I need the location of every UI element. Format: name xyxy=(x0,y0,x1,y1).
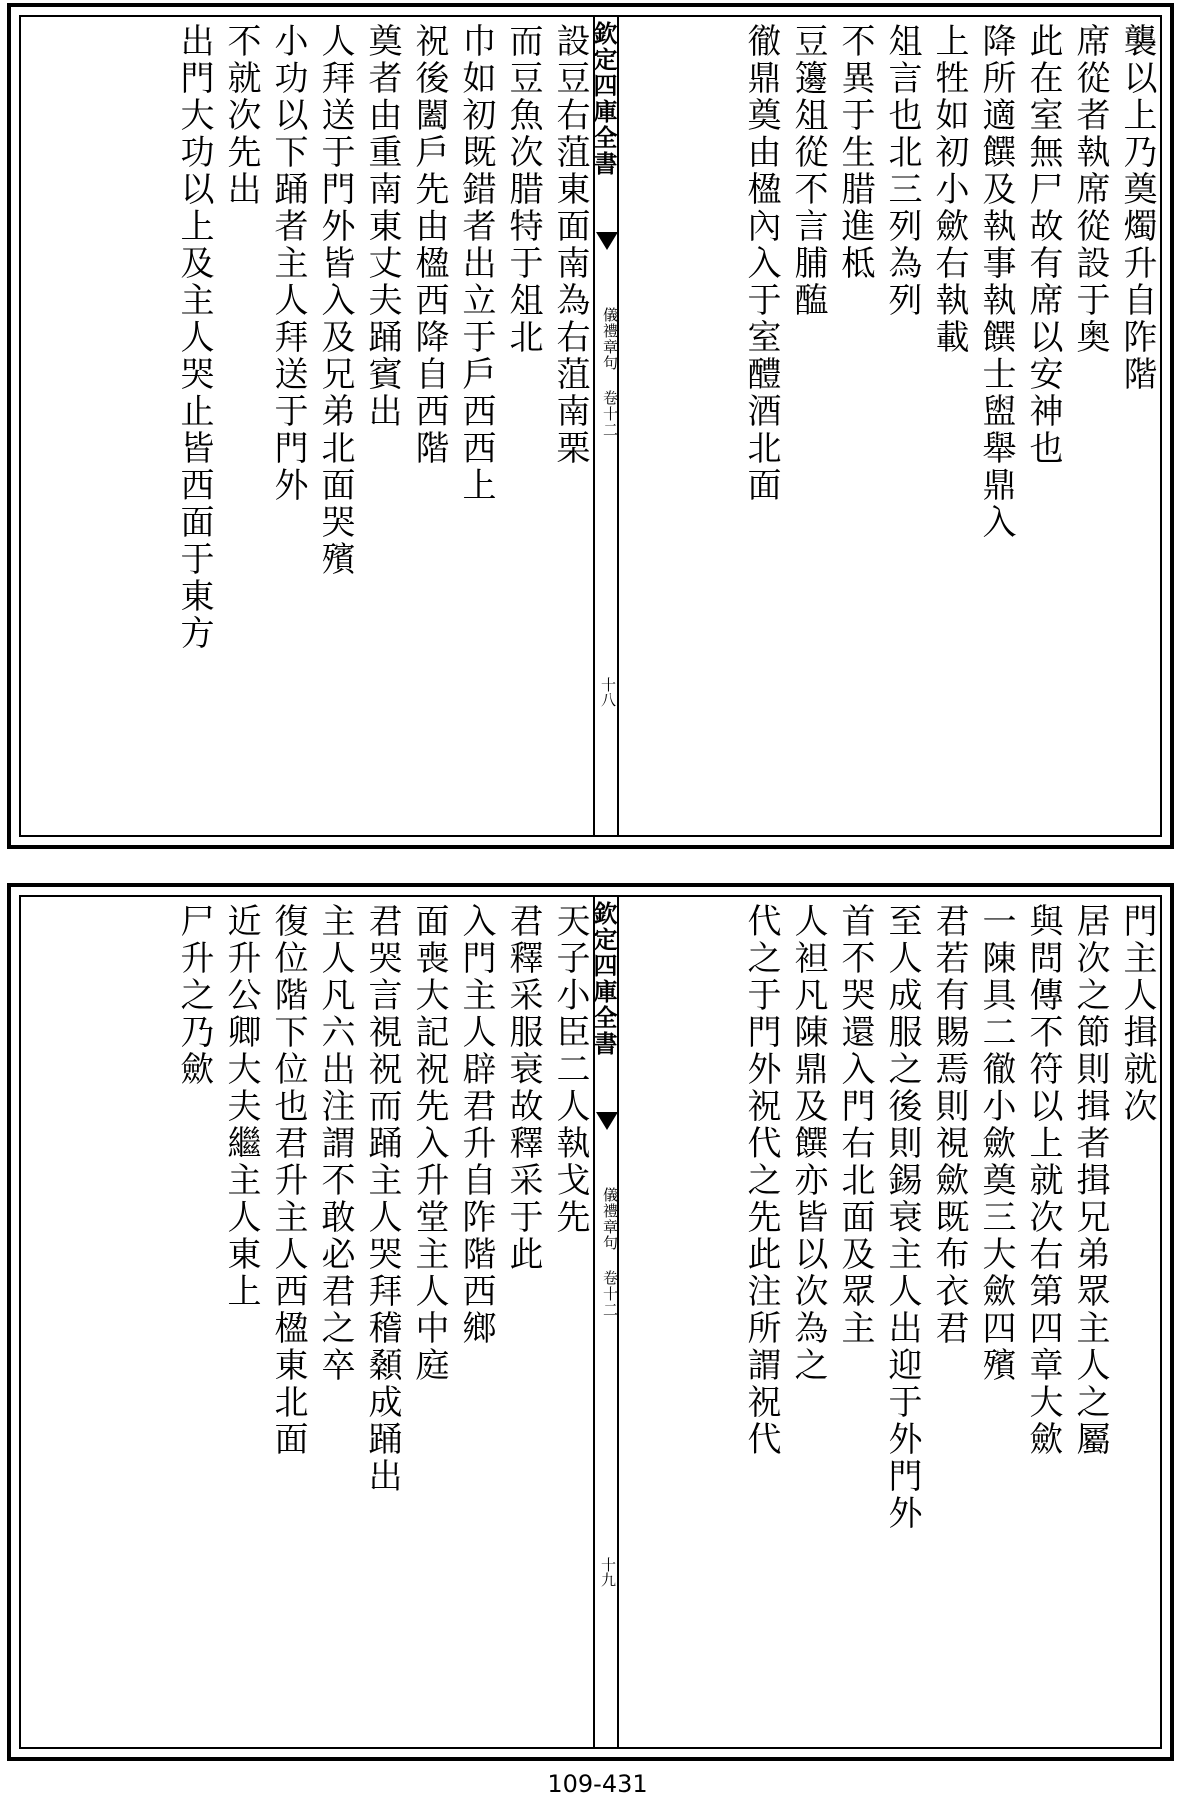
text-column: 小功以下踊者主人拜送于門外 xyxy=(268,23,308,504)
text-column: 降所適饌及執事執饌士盥舉鼎入 xyxy=(976,23,1016,541)
center-volume: 卷十二 xyxy=(601,390,619,438)
text-column: 出門大功以上及主人哭止皆西面于東方 xyxy=(174,23,214,652)
text-column: 巾如初既錯者出立于戶西西上 xyxy=(456,23,496,504)
text-column: 近升公卿大夫繼主人東上 xyxy=(221,903,261,1310)
bottom-right-text-block xyxy=(594,897,1160,1747)
text-column: 代之于門外祝代之先此注所謂祝代 xyxy=(741,903,781,1458)
text-column: 席從者執席從設于奥 xyxy=(1070,23,1110,356)
text-column: 俎言也北三列為列 xyxy=(882,23,922,319)
center-book-title: 欽定四庫全書 xyxy=(589,21,618,177)
text-column: 一陳具二徹小歛奠三大歛四殯 xyxy=(976,903,1016,1384)
text-column: 不異于生腊進柢 xyxy=(835,23,875,282)
text-column: 祝後闔戶先由楹西降自西階 xyxy=(409,23,449,467)
text-column: 君若有賜焉則視歛既布衣君 xyxy=(929,903,969,1347)
text-column: 君釋采服衰故釋采于此 xyxy=(503,903,543,1273)
center-page-number: 十九 xyxy=(599,1557,617,1587)
text-column: 人袒凡陳鼎及饌亦皆以次為之 xyxy=(788,903,828,1384)
text-column: 與問傳不符以上就次右第四章大歛 xyxy=(1023,903,1063,1458)
top-right-text-block xyxy=(594,17,1160,835)
text-column: 居次之節則揖者揖兄弟眾主人之屬 xyxy=(1070,903,1110,1458)
text-column: 至人成服之後則錫衰主人出迎于外門外 xyxy=(882,903,922,1532)
center-volume-label xyxy=(593,1187,621,1318)
center-subtitle: 儀禮章句 xyxy=(601,1187,619,1251)
text-column: 首不哭還入門右北面及眾主 xyxy=(835,903,875,1347)
top-left-text-block xyxy=(21,17,593,835)
bottom-left-text-block xyxy=(21,897,593,1747)
text-column: 設豆右菹東面南為右菹南栗 xyxy=(550,23,590,467)
text-column: 復位階下位也君升主人西楹東北面 xyxy=(268,903,308,1458)
text-column: 君哭言視祝而踊主人哭拜稽顙成踊出 xyxy=(362,903,402,1495)
text-column: 襲以上乃奠燭升自阼階 xyxy=(1117,23,1157,393)
text-column: 門主人揖就次 xyxy=(1117,903,1157,1125)
text-column: 徹鼎奠由楹內入于室醴酒北面 xyxy=(741,23,781,504)
fishtail-mark-icon xyxy=(596,232,618,250)
text-column: 人拜送于門外皆入及兄弟北面哭殯 xyxy=(315,23,355,578)
text-column: 豆籩俎從不言脯醢 xyxy=(788,23,828,319)
center-subtitle: 儀禮章句 xyxy=(601,307,619,371)
center-page-number: 十八 xyxy=(599,677,617,707)
center-volume-label xyxy=(593,307,621,438)
bottom-page-panel xyxy=(7,883,1174,1761)
text-column: 面喪大記祝先入升堂主人中庭 xyxy=(409,903,449,1384)
text-column: 不就次先出 xyxy=(221,23,261,208)
bottom-center-fold xyxy=(589,897,619,1747)
text-column: 入門主人辟君升自阼階西鄉 xyxy=(456,903,496,1347)
text-column: 而豆魚次腊特于俎北 xyxy=(503,23,543,356)
center-book-title: 欽定四庫全書 xyxy=(589,901,618,1057)
text-column: 此在室無尸故有席以安神也 xyxy=(1023,23,1063,467)
fishtail-mark-icon xyxy=(596,1112,618,1130)
text-column: 上牲如初小歛右執載 xyxy=(929,23,969,356)
center-volume: 卷十二 xyxy=(601,1270,619,1318)
text-column: 主人凡六出注謂不敢必君之卒 xyxy=(315,903,355,1384)
top-page-panel xyxy=(7,3,1174,849)
top-center-fold xyxy=(589,17,619,835)
scan-page-number: 109-431 xyxy=(547,1770,648,1798)
bottom-page-inner-frame xyxy=(19,895,1162,1749)
text-column: 尸升之乃歛 xyxy=(174,903,214,1088)
text-column: 奠者由重南東丈夫踊賓出 xyxy=(362,23,402,430)
text-column: 天子小臣二人執戈先 xyxy=(550,903,590,1236)
top-page-inner-frame xyxy=(19,15,1162,837)
